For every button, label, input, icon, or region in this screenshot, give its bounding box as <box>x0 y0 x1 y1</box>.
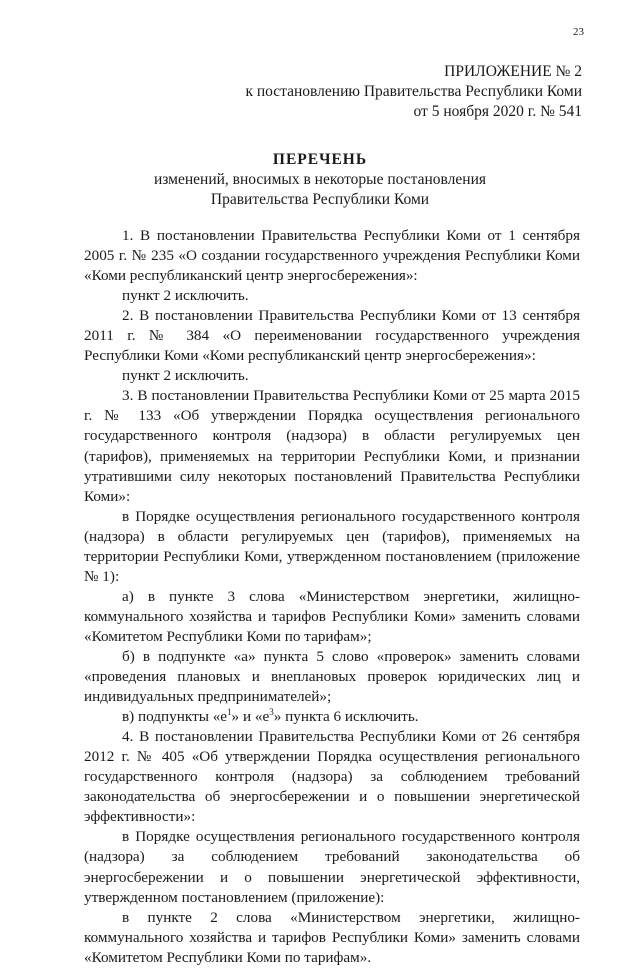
paragraph: б) в подпункте «а» пункта 5 слово «проверок» заменить словами «проведения плановых и внеплановых проверок юридических лиц и индивидуальных предпринимателей»; <box>84 647 580 706</box>
paragraph: а) в пункте 3 слова «Министерством энергетики, жилищно-коммунального хозяйства и тарифов Республики Коми» заменить словами «Комитетом Республики Коми по тарифам»; <box>84 587 580 645</box>
document-body <box>84 226 580 968</box>
paragraph: пункт 2 исключить. <box>122 367 249 385</box>
title-heading: ПЕРЕЧЕНЬ <box>272 151 368 168</box>
appendix-label: ПРИЛОЖЕНИЕ № 2 <box>444 63 582 80</box>
paragraph: в Порядке осуществления регионального государственного контроля (надзора) за соблюдением требований законодательства об энергосбережении и о повышении энергетической эффективности, утвержденном постановлением (приложение): <box>84 828 580 906</box>
title-line-1: изменений, вносимых в некоторые постановления <box>153 171 486 188</box>
para-v-part2: » и «е <box>231 708 270 726</box>
para-v-part1: в) подпункты «е <box>122 708 228 726</box>
paragraph-v <box>84 707 580 727</box>
paragraph: в Порядке осуществления регионального государственного контроля (надзора) в области регулируемых цен (тарифов), применяемых на территории Республики Коми, утвержденном постановлением (приложение № 1): <box>84 507 580 585</box>
appendix-reference: к постановлению Правительства Республики Коми <box>245 83 582 100</box>
paragraph: в пункте 2 слова «Министерством энергетики, жилищно-коммунального хозяйства и тарифов Республики Коми» заменить словами «Комитетом Республики Коми по тарифам». <box>84 908 580 966</box>
document-title <box>0 150 640 210</box>
paragraph: пункт 2 исключить. <box>122 287 249 305</box>
paragraph: 1. В постановлении Правительства Республики Коми от 1 сентября 2005 г. № 235 «О создании государственного учреждения Республики Коми «Коми республиканский центр энергосбережения»: <box>84 227 580 285</box>
para-v-sup2: 3 <box>269 707 274 718</box>
appendix-date: от 5 ноября 2020 г. № 541 <box>413 103 582 120</box>
paragraph: 4. В постановлении Правительства Республики Коми от 26 сентября 2012 г. № 405 «Об утверждении Порядка осуществления регионального государственного контроля (надзора) за соблюдением требований законодательства об энергосбережении и о повышении энергетической эффективности»: <box>84 728 580 826</box>
paragraph: 2. В постановлении Правительства Республики Коми от 13 сентября 2011 г. № 384 «О переименовании государственного учреждения Республики Коми «Коми республиканский центр энергосбережения»: <box>84 307 580 365</box>
para-v-part3: » пункта 6 исключить. <box>273 708 419 726</box>
para-v-sup1: 1 <box>227 707 232 718</box>
appendix-header <box>245 62 582 122</box>
title-line-2: Правительства Республики Коми <box>210 191 430 208</box>
paragraph: 3. В постановлении Правительства Республики Коми от 25 марта 2015 г. № 133 «Об утверждении Порядка осуществления регионального государственного контроля (надзора) в области регулируемых цен (тарифов), применяемых на территории Республики Коми, и признании утратившими силу некоторых постановлений Правительства Республики Коми»: <box>84 387 580 505</box>
page-number: 23 <box>573 26 584 38</box>
